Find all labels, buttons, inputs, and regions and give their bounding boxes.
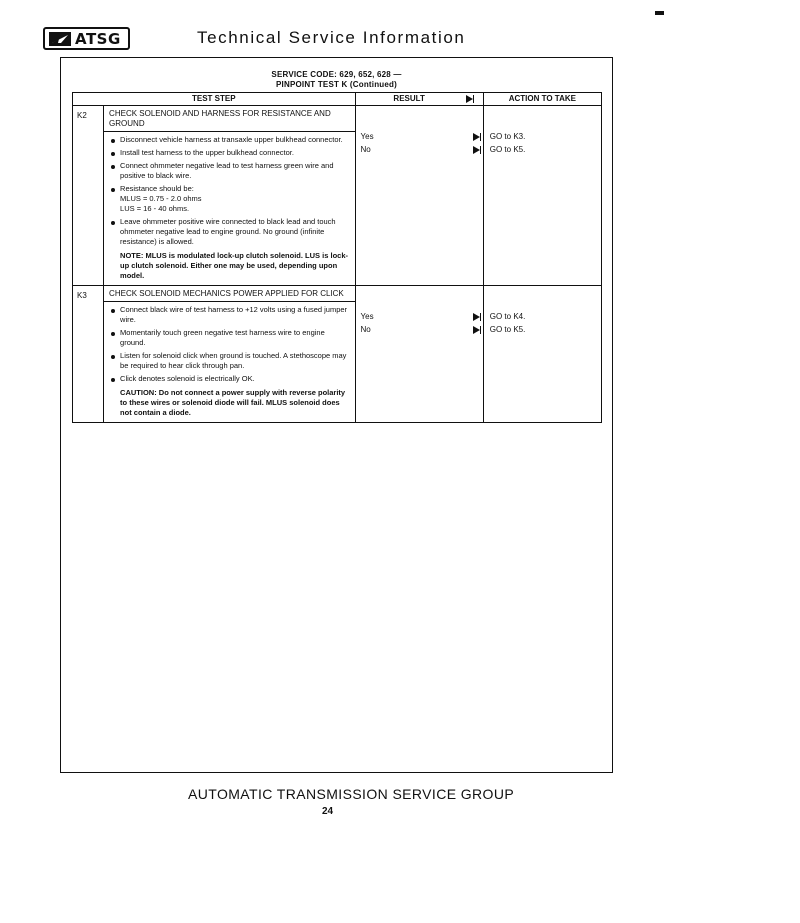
footer-org: AUTOMATIC TRANSMISSION SERVICE GROUP bbox=[188, 786, 515, 802]
caution-text: CAUTION: Do not connect a power supply with reverse polarity to these wires or solenoid diode will fail. MLUS solenoid does not contain a diode. bbox=[120, 388, 346, 417]
action-go-k4: GO to K4. bbox=[489, 312, 526, 321]
header-result bbox=[355, 93, 483, 106]
service-code: SERVICE CODE: 629, 652, 628 — bbox=[271, 70, 402, 79]
step-title: CHECK SOLENOID AND HARNESS FOR RESISTANCE AND GROUND bbox=[104, 106, 355, 132]
action-go-k5: GO to K5. bbox=[489, 325, 526, 334]
header-result-label: RESULT bbox=[393, 94, 425, 103]
action-go-k5: GO to K5. bbox=[489, 145, 526, 154]
result-yes: Yes bbox=[360, 312, 374, 321]
result-yes: Yes bbox=[360, 132, 374, 141]
corner-mark bbox=[655, 11, 664, 15]
action-cell bbox=[483, 106, 601, 286]
resistance-intro: Resistance should be: bbox=[120, 184, 194, 193]
list-item: Momentarily touch green negative test harness wire to engine ground. bbox=[110, 328, 348, 348]
result-line bbox=[356, 130, 483, 143]
step-id: K2 bbox=[73, 106, 104, 286]
step-id: K3 bbox=[73, 286, 104, 423]
list-item: Leave ohmmeter positive wire connected to black lead and touch ohmmeter negative lead to engine ground. No ground (infinite resistance) is allowed. bbox=[110, 217, 348, 247]
logo-wing-icon bbox=[49, 32, 71, 46]
resistance-mlus: MLUS = 0.75 - 2.0 ohms bbox=[120, 194, 202, 203]
arrow-icon bbox=[473, 146, 480, 154]
list-item: Click denotes solenoid is electrically OK. bbox=[110, 374, 348, 384]
action-cell bbox=[483, 286, 601, 423]
result-no: No bbox=[360, 325, 371, 334]
pinpoint-test-title: PINPOINT TEST K (Continued) bbox=[276, 80, 397, 89]
step-title: CHECK SOLENOID MECHANICS POWER APPLIED FOR CLICK bbox=[104, 286, 355, 302]
list-item: Connect black wire of test harness to +12 volts using a fused jumper wire. bbox=[110, 305, 348, 325]
list-item: Install test harness to the upper bulkhead connector. bbox=[110, 148, 348, 158]
page-title: Technical Service Information bbox=[197, 28, 466, 47]
list-item bbox=[110, 184, 348, 214]
step-row-k3 bbox=[73, 286, 602, 302]
header-test-step: TEST STEP bbox=[73, 93, 356, 106]
logo-text: ATSG bbox=[75, 29, 121, 48]
result-line bbox=[356, 323, 483, 336]
atsg-logo bbox=[43, 27, 130, 50]
resistance-lus: LUS = 16 - 40 ohms. bbox=[120, 204, 190, 213]
arrow-icon bbox=[466, 95, 473, 103]
step-row-k2 bbox=[73, 106, 602, 132]
arrow-icon bbox=[473, 133, 480, 141]
table-header-row bbox=[73, 93, 602, 106]
pinpoint-test-table bbox=[72, 92, 602, 423]
step-instructions bbox=[104, 132, 355, 286]
result-cell bbox=[355, 286, 483, 423]
step-instructions bbox=[104, 302, 355, 423]
note-text: NOTE: MLUS is modulated lock-up clutch solenoid. LUS is lock-up clutch solenoid. Either one may be used, depending upon model. bbox=[120, 251, 348, 280]
header-action: ACTION TO TAKE bbox=[483, 93, 601, 106]
arrow-icon bbox=[473, 313, 480, 321]
list-item: Listen for solenoid click when ground is touched. A stethoscope may be required to hear click through pan. bbox=[110, 351, 348, 371]
list-item: Connect ohmmeter negative lead to test harness green wire and positive to black wire. bbox=[110, 161, 348, 181]
list-item: Disconnect vehicle harness at transaxle upper bulkhead connector. bbox=[110, 135, 348, 145]
result-no: No bbox=[360, 145, 371, 154]
result-cell bbox=[355, 106, 483, 286]
result-line bbox=[356, 310, 483, 323]
arrow-icon bbox=[473, 326, 480, 334]
action-go-k3: GO to K3. bbox=[489, 132, 526, 141]
page-number: 24 bbox=[322, 806, 334, 817]
result-line bbox=[356, 143, 483, 156]
